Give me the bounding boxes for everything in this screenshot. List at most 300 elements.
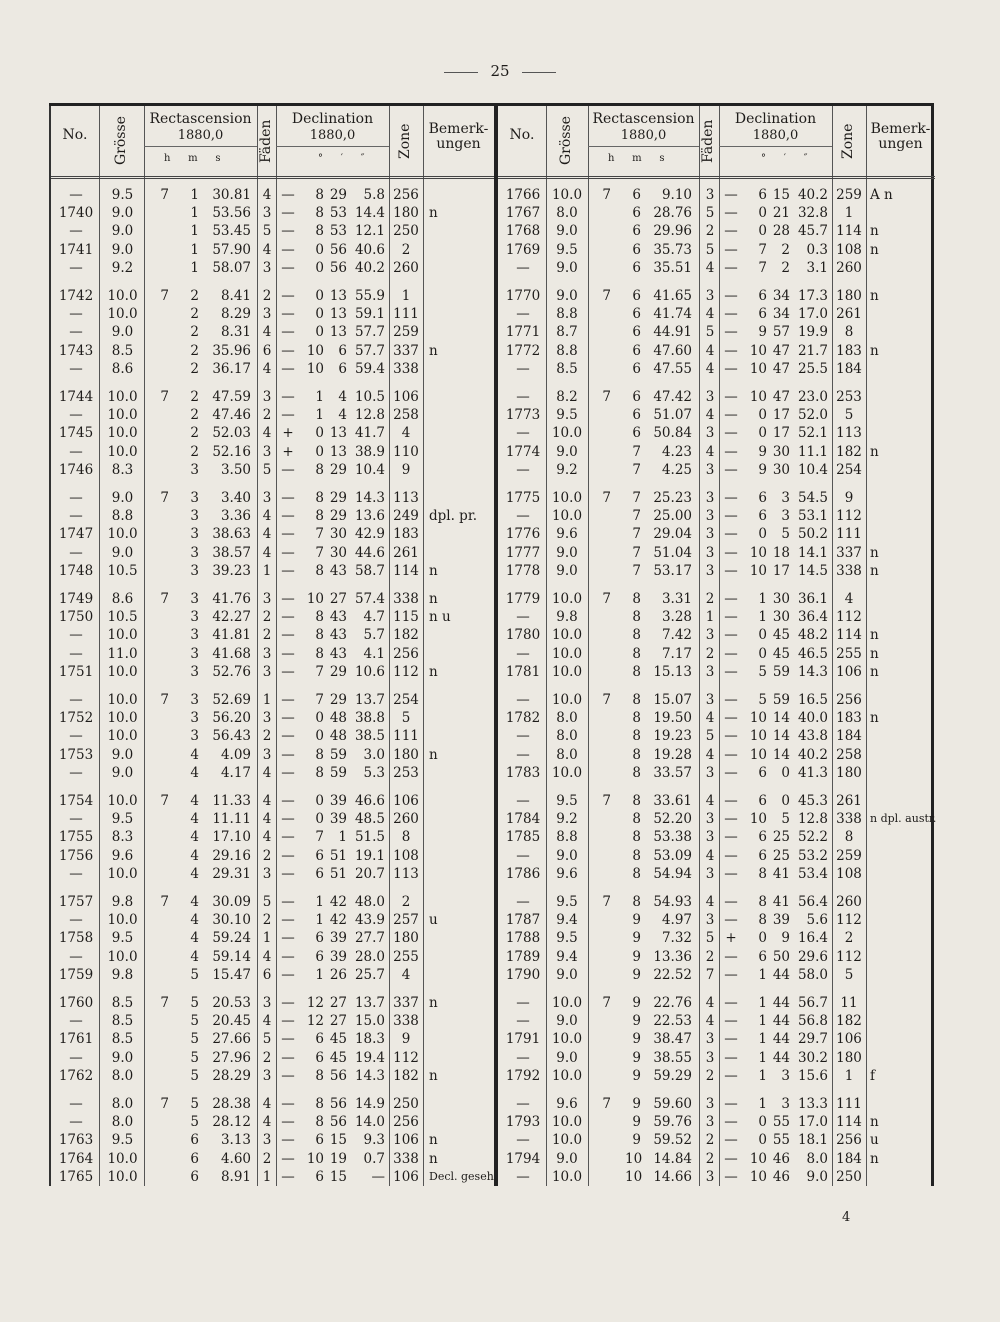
cell-dd: 6: [315, 865, 324, 882]
cell-sg: —: [281, 746, 295, 763]
cell-dm: 34: [772, 306, 790, 323]
cell-dm: 30: [772, 461, 790, 478]
cell-s: 19.50: [653, 710, 692, 727]
cell-ds: 59.4: [354, 360, 385, 377]
cell-m: 5: [190, 966, 199, 983]
cell-f: 1: [262, 562, 272, 579]
cell-dd: 1: [758, 1031, 767, 1048]
cell-mag: 8.6: [111, 591, 134, 607]
table-row: [51, 1095, 494, 1113]
table-row: [498, 222, 935, 240]
cell-no: 1775: [505, 490, 541, 506]
cell-s: 35.73: [653, 241, 692, 258]
table-row: [51, 1131, 494, 1149]
cell-dm: 0: [781, 793, 790, 809]
table-row: [51, 1168, 498, 1186]
cell-dd: 1: [315, 912, 324, 929]
cell-z: 106: [393, 389, 419, 405]
cell-dm: 51: [329, 865, 347, 882]
cell-m: 2: [190, 306, 199, 323]
cell-no: —: [69, 692, 83, 708]
cell-ds: 14.3: [354, 1067, 385, 1084]
cell-z: 11: [840, 995, 858, 1011]
cell-mag: 8.7: [556, 324, 578, 341]
cell-sg: —: [281, 591, 295, 607]
cell-f: 3: [705, 461, 715, 478]
cell-mag: 10.0: [551, 1114, 583, 1131]
cell-m: 8: [632, 811, 641, 828]
cell-z: 111: [836, 526, 862, 543]
cell-dm: 14: [772, 710, 790, 727]
cell-rem: n: [429, 663, 438, 680]
cell-dm: 45: [329, 1031, 347, 1048]
cell-no: —: [69, 865, 83, 882]
cell-z: 182: [836, 1013, 862, 1030]
cell-ds: 5.7: [363, 627, 385, 644]
cell-dd: 0: [315, 443, 324, 460]
cell-z: 261: [836, 306, 862, 323]
cell-ds: 14.4: [354, 205, 385, 222]
cell-sg: —: [724, 306, 738, 323]
cell-mag: 9.0: [556, 223, 578, 240]
cell-z: 260: [393, 259, 419, 276]
cell-z: 106: [393, 793, 419, 809]
cell-m: 10: [625, 1150, 643, 1167]
cell-f: 3: [262, 995, 272, 1011]
cell-m: 5: [190, 1049, 199, 1066]
cell-s: 4.23: [661, 443, 692, 460]
cell-s: 19.23: [653, 728, 692, 745]
table-row: [51, 388, 494, 406]
cell-dd: 9: [758, 443, 767, 460]
cell-f: 3: [262, 645, 272, 662]
table-row: [498, 1150, 935, 1168]
cell-ds: 46.5: [797, 645, 828, 662]
cell-ds: 38.5: [354, 728, 385, 745]
cell-s: 38.55: [653, 1049, 692, 1066]
cell-sg: —: [724, 1114, 738, 1131]
cell-f: 3: [262, 865, 272, 882]
cell-mag: 9.4: [556, 912, 578, 929]
cell-sg: —: [281, 1049, 295, 1066]
cell-z: 114: [836, 1114, 862, 1131]
cell-no: 1749: [58, 591, 94, 607]
cell-m: 6: [632, 324, 641, 341]
cell-dm: 56: [329, 1114, 347, 1131]
cell-sg: —: [281, 894, 295, 910]
cell-ds: 9.3: [363, 1132, 385, 1149]
cell-s: 53.45: [212, 223, 251, 240]
cell-z: 5: [401, 710, 411, 727]
cell-f: 3: [262, 389, 272, 405]
cell-dd: 0: [315, 811, 324, 828]
cell-s: 51.04: [653, 544, 692, 561]
cell-dd: 8: [315, 187, 324, 203]
cell-z: 337: [393, 995, 419, 1011]
cell-dm: 29: [329, 461, 347, 478]
cell-dd: 8: [315, 1114, 324, 1131]
cell-s: 22.52: [653, 966, 692, 983]
cell-s: 3.50: [220, 461, 251, 478]
cell-m: 8: [632, 645, 641, 662]
cell-s: 39.23: [212, 562, 251, 579]
table-row: [498, 305, 935, 323]
cell-dd: 1: [758, 966, 767, 983]
cell-f: 3: [262, 259, 272, 276]
cell-ds: 14.3: [797, 663, 828, 680]
cell-dm: 5: [781, 526, 790, 543]
cell-dm: 2: [781, 241, 790, 258]
cell-f: 1: [262, 1168, 272, 1185]
cell-no: 1756: [58, 847, 94, 864]
cell-f: 2: [262, 912, 272, 929]
cell-f: 5: [262, 461, 272, 478]
cell-no: 1751: [58, 663, 94, 680]
cell-z: 113: [393, 490, 419, 506]
cell-m: 2: [190, 407, 199, 424]
cell-dm: 6: [338, 342, 347, 359]
cell-f: 2: [705, 1132, 715, 1149]
cell-rem: n dpl. austr.: [870, 812, 937, 826]
cell-sg: —: [724, 764, 738, 781]
cell-dd: 10: [749, 389, 767, 405]
table-row: [51, 966, 494, 984]
cell-ds: 40.0: [797, 710, 828, 727]
cell-ds: 16.4: [797, 930, 828, 947]
cell-mag: 9.5: [111, 187, 134, 203]
cell-no: 1786: [505, 865, 541, 882]
table-row: [51, 929, 494, 947]
cell-f: 4: [262, 829, 272, 846]
cell-m: 3: [190, 627, 199, 644]
cell-dd: 0: [315, 324, 324, 341]
cell-dm: 56: [329, 1067, 347, 1084]
table-row: [498, 865, 935, 883]
cell-mag: 9.2: [556, 461, 578, 478]
cell-rem: n u: [429, 609, 451, 626]
cell-s: 20.53: [212, 995, 251, 1011]
cell-dm: 29: [329, 663, 347, 680]
cell-z: 106: [393, 1168, 419, 1185]
cell-ds: 14.3: [354, 490, 385, 506]
cell-dd: 10: [306, 360, 324, 377]
cell-ds: 45.7: [797, 223, 828, 240]
cell-dd: 8: [315, 1096, 324, 1112]
cell-rem: u: [870, 1132, 879, 1149]
cell-z: 113: [393, 865, 419, 882]
cell-mag: 9.5: [111, 930, 134, 947]
cell-z: 337: [836, 544, 862, 561]
cell-m: 3: [190, 562, 199, 579]
cell-dm: 43: [329, 609, 347, 626]
cell-s: 59.76: [653, 1114, 692, 1131]
cell-sg: —: [281, 710, 295, 727]
cell-dd: 1: [758, 995, 767, 1011]
cell-mag: 8.0: [556, 710, 578, 727]
table-row: [51, 865, 494, 883]
table-row: [51, 525, 494, 543]
cell-sg: —: [724, 912, 738, 929]
cell-dm: 3: [781, 1096, 790, 1112]
cell-z: 180: [836, 288, 862, 304]
cell-mag: 9.8: [556, 609, 578, 626]
cell-z: 256: [393, 1114, 419, 1131]
cell-s: 4.09: [220, 746, 251, 763]
cell-dm: 47: [772, 389, 790, 405]
cell-sg: —: [281, 205, 295, 222]
header-dec-title: Declination: [291, 111, 374, 127]
cell-s: 38.57: [212, 544, 251, 561]
cell-mag: 10.0: [107, 389, 138, 405]
cell-f: 2: [262, 1150, 272, 1167]
cell-ds: 15.6: [797, 1067, 828, 1084]
cell-m: 8: [632, 627, 641, 644]
cell-mag: 10.0: [107, 865, 138, 882]
cell-sg: —: [724, 324, 738, 341]
header-subrule: [144, 146, 257, 147]
cell-dd: 10: [306, 1150, 324, 1167]
cell-z: 338: [393, 360, 419, 377]
cell-ds: 12.1: [354, 223, 385, 240]
cell-no: —: [516, 692, 530, 708]
cell-m: 8: [632, 663, 641, 680]
cell-f: 5: [262, 1031, 272, 1048]
cell-z: 1: [401, 288, 411, 304]
cell-s: 56.20: [212, 710, 251, 727]
cell-f: 3: [705, 490, 715, 506]
cell-s: 52.20: [653, 811, 692, 828]
cell-f: 3: [705, 829, 715, 846]
cell-dd: 8: [758, 912, 767, 929]
cell-dd: 9: [758, 461, 767, 478]
cell-ds: 18.3: [354, 1031, 385, 1048]
table-row: [498, 461, 935, 479]
cell-m: 9: [632, 948, 641, 965]
cell-s: 30.09: [212, 894, 251, 910]
cell-sg: —: [281, 306, 295, 323]
cell-sg: —: [281, 764, 295, 781]
cell-f: 2: [705, 1067, 715, 1084]
cell-dd: 1: [315, 407, 324, 424]
cell-dd: 9: [758, 324, 767, 341]
cell-no: —: [69, 443, 83, 460]
cell-sg: —: [724, 591, 738, 607]
cell-dd: 5: [758, 663, 767, 680]
cell-ds: 56.8: [797, 1013, 828, 1030]
cell-sg: —: [724, 692, 738, 708]
cell-f: 3: [705, 627, 715, 644]
cell-dm: 3: [781, 490, 790, 506]
table-row: [51, 259, 494, 277]
table-row: [51, 746, 494, 764]
cell-z: 184: [836, 728, 862, 745]
table-right-half: [494, 106, 935, 1186]
cell-dd: 0: [758, 407, 767, 424]
cell-m: 8: [632, 710, 641, 727]
cell-dm: 43: [329, 645, 347, 662]
cell-mag: 10.0: [551, 995, 583, 1011]
cell-sg: —: [281, 811, 295, 828]
cell-ds: 4.7: [363, 609, 385, 626]
cell-sg: —: [724, 1096, 738, 1112]
table-row: [498, 562, 935, 580]
cell-sg: —: [724, 1150, 738, 1167]
header-dec-title: Declination: [734, 111, 817, 127]
cell-sg: —: [724, 205, 738, 222]
cell-sg: —: [281, 609, 295, 626]
table-row: [51, 792, 494, 810]
table-row: [51, 461, 494, 479]
cell-mag: 10.0: [107, 912, 138, 929]
cell-s: 59.24: [212, 930, 251, 947]
cell-h: 7: [160, 995, 169, 1011]
table-row: [498, 1168, 935, 1186]
cell-ds: 13.6: [354, 508, 385, 525]
header-ra-epoch: 1880,0: [620, 128, 667, 143]
cell-dm: 44: [772, 1031, 790, 1048]
cell-mag: 10.0: [551, 425, 583, 442]
cell-mag: 10.0: [107, 306, 138, 323]
cell-f: 4: [705, 847, 715, 864]
cell-sg: —: [281, 490, 295, 506]
cell-f: 4: [262, 187, 272, 203]
cell-no: 1750: [58, 609, 94, 626]
page-number: 25: [0, 62, 1000, 80]
cell-no: —: [69, 508, 83, 525]
header-remarks: Bemerk- ungen: [428, 121, 489, 152]
cell-dm: 41: [772, 894, 790, 910]
cell-sg: —: [281, 1067, 295, 1084]
cell-ds: 52.2: [797, 829, 828, 846]
cell-dm: 53: [329, 223, 347, 240]
cell-mag: 10.0: [551, 645, 583, 662]
cell-z: 111: [393, 728, 419, 745]
cell-f: 3: [705, 663, 715, 680]
cell-z: 8: [844, 324, 854, 341]
cell-no: 1748: [58, 562, 94, 579]
cell-m: 5: [190, 1031, 199, 1048]
cell-mag: 10.0: [551, 663, 583, 680]
star-catalogue-table: [49, 103, 937, 1186]
cell-mag: 8.0: [111, 1114, 134, 1131]
header-ra-title: Rectascension: [149, 111, 252, 127]
cell-rem: n: [429, 562, 438, 579]
cell-mag: 11.0: [107, 645, 138, 662]
cell-mag: 10.0: [551, 764, 583, 781]
cell-ds: 36.4: [797, 609, 828, 626]
cell-z: 9: [401, 1031, 411, 1048]
cell-sg: —: [281, 187, 295, 203]
cell-ds: 20.7: [354, 865, 385, 882]
cell-ds: 29.7: [797, 1031, 828, 1048]
table-row: [51, 204, 494, 222]
cell-m: 5: [190, 1067, 199, 1084]
cell-f: 2: [262, 609, 272, 626]
cell-no: 1769: [505, 241, 541, 258]
cell-dm: 59: [329, 764, 347, 781]
cell-sg: —: [724, 443, 738, 460]
cell-m: 4: [190, 829, 199, 846]
cell-h: 7: [602, 288, 611, 304]
cell-no: —: [69, 728, 83, 745]
cell-sg: +: [725, 930, 737, 947]
cell-m: 4: [190, 811, 199, 828]
cell-sg: —: [724, 627, 738, 644]
cell-sg: —: [281, 544, 295, 561]
cell-f: 5: [705, 728, 715, 745]
cell-sg: —: [281, 728, 295, 745]
cell-m: 4: [190, 793, 199, 809]
cell-no: 1785: [505, 829, 541, 846]
cell-h: 7: [602, 490, 611, 506]
cell-f: 3: [262, 591, 272, 607]
cell-z: 108: [836, 241, 862, 258]
cell-m: 2: [190, 443, 199, 460]
cell-no: 1784: [505, 811, 541, 828]
cell-z: 256: [836, 1132, 862, 1149]
cell-m: 3: [190, 645, 199, 662]
cell-sg: —: [724, 1013, 738, 1030]
cell-ds: 48.5: [354, 811, 385, 828]
cell-f: 4: [262, 764, 272, 781]
cell-f: 4: [705, 306, 715, 323]
cell-sg: —: [281, 259, 295, 276]
table-row: [498, 287, 935, 305]
table-row: [51, 727, 494, 745]
cell-m: 6: [632, 187, 641, 203]
cell-mag: 8.8: [111, 508, 134, 525]
cell-z: 112: [393, 1049, 419, 1066]
cell-s: 58.07: [212, 259, 251, 276]
cell-sg: —: [281, 627, 295, 644]
cell-mag: 8.5: [111, 995, 134, 1011]
cell-f: 4: [262, 793, 272, 809]
cell-s: 47.55: [653, 360, 692, 377]
cell-s: 25.23: [653, 490, 692, 506]
cell-sg: —: [724, 562, 738, 579]
cell-ds: 17.3: [797, 288, 828, 304]
cell-ds: 14.0: [354, 1114, 385, 1131]
cell-sg: —: [724, 360, 738, 377]
cell-sg: —: [724, 187, 738, 203]
cell-sg: —: [281, 1114, 295, 1131]
cell-mag: 9.0: [111, 324, 134, 341]
cell-ds: 25.5: [797, 360, 828, 377]
cell-s: 22.53: [653, 1013, 692, 1030]
cell-f: 3: [705, 811, 715, 828]
cell-no: —: [516, 389, 530, 405]
cell-dm: 29: [329, 490, 347, 506]
cell-ds: 38.8: [354, 710, 385, 727]
cell-no: 1792: [505, 1067, 541, 1084]
table-row: [51, 911, 494, 929]
cell-z: 182: [393, 627, 419, 644]
cell-f: 3: [262, 1067, 272, 1084]
cell-ds: 16.5: [797, 692, 828, 708]
cell-m: 9: [632, 1013, 641, 1030]
cell-s: 33.61: [653, 793, 692, 809]
cell-dd: 6: [758, 764, 767, 781]
cell-m: 6: [190, 1150, 199, 1167]
cell-rem: n: [870, 223, 879, 240]
cell-dm: 30: [329, 526, 347, 543]
cell-no: —: [69, 1114, 83, 1131]
table-row: [51, 1030, 494, 1048]
cell-m: 9: [632, 1114, 641, 1131]
cell-rem: n: [429, 342, 438, 359]
cell-dd: 8: [315, 205, 324, 222]
cell-m: 8: [632, 746, 641, 763]
